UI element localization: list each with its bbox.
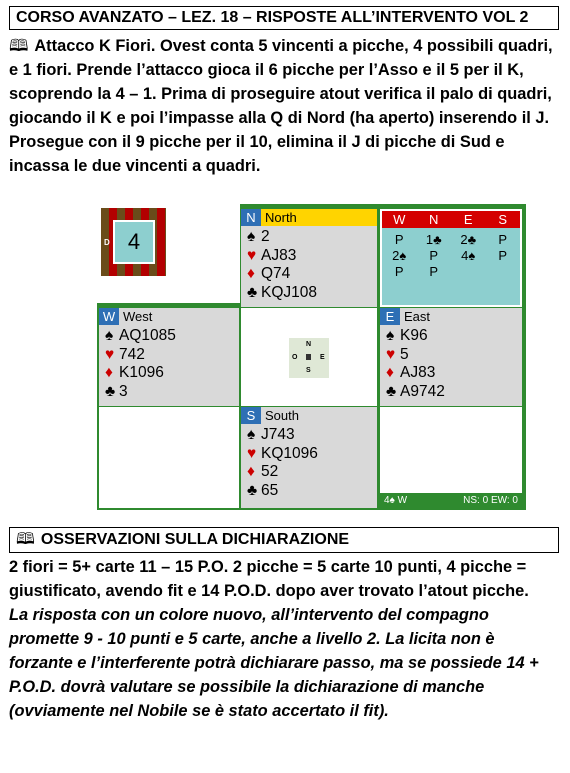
board-tile bbox=[101, 208, 166, 276]
seat-tag: S bbox=[241, 407, 261, 424]
board-number: 4 bbox=[113, 220, 155, 264]
diamonds-holding: 52 bbox=[261, 463, 279, 480]
heart-icon: ♥ bbox=[386, 345, 396, 363]
heart-icon: ♥ bbox=[247, 246, 257, 264]
bidding-row: 2♠ P 4♠ P bbox=[392, 248, 508, 263]
book-icon: 🕮 bbox=[9, 37, 29, 55]
diamond-icon: ♦ bbox=[105, 364, 113, 381]
result-bar bbox=[380, 493, 522, 508]
spade-icon: ♠ bbox=[247, 228, 256, 245]
diamond-icon: ♦ bbox=[247, 463, 255, 480]
diamonds-holding: K1096 bbox=[119, 364, 164, 381]
hearts-holding: 5 bbox=[400, 345, 409, 363]
bidding-row: P P bbox=[394, 264, 439, 279]
spades-holding: J743 bbox=[261, 426, 295, 443]
seat-tag: E bbox=[380, 308, 400, 325]
spades-holding: AQ1085 bbox=[119, 327, 176, 344]
west-hand bbox=[99, 308, 239, 406]
east-hand bbox=[380, 308, 522, 406]
club-icon: ♣ bbox=[105, 382, 116, 400]
south-hand bbox=[241, 407, 377, 508]
compass-icon: N O E S bbox=[289, 338, 329, 378]
result-cell bbox=[380, 407, 522, 508]
clubs-holding: 65 bbox=[261, 481, 279, 499]
hearts-holding: 742 bbox=[119, 345, 145, 363]
bidding-header: W N E S bbox=[382, 211, 520, 228]
heart-icon: ♥ bbox=[247, 444, 257, 462]
spade-icon: ♠ bbox=[386, 327, 395, 344]
section-title: 🕮 OSSERVAZIONI SULLA DICHIARAZIONE bbox=[9, 527, 559, 553]
notes-italic-text: La risposta con un colore nuovo, all’intervento del compagno promette 9 - 10 punti e 5 carte, anche a livello 2. La licita non è forzante e l’interferente potrà dichiarare passo, ma se possiede 14 + P.O.D. dovrà valutare se possibile la dichiarazione di manche (ovviamente nel Nobile se è stato accertato il fit). bbox=[9, 606, 539, 720]
diamond-icon: ♦ bbox=[247, 265, 255, 282]
seat-name: East bbox=[404, 309, 431, 324]
lead-text: Attacco K Fiori. Ovest conta 5 vincenti a picche, 4 possibili quadri, e 1 fiori. Prende l’attacco gioca il 6 picche per l’Asso e il 5 per il K, scoprendo la 4 – 1. Prima di proseguire atout verifica il palo di quadri, giocando il K e poi l’impasse alla Q di Nord (ha aperto) inserendo il J. Prosegue con il 9 picche per il 10, elimina il J di picche di Sud e incassa le due vincenti a quadri. bbox=[9, 37, 553, 175]
seat-name: North bbox=[261, 209, 377, 226]
club-icon: ♣ bbox=[247, 283, 258, 301]
contract: 4♠ W bbox=[384, 495, 408, 506]
spade-icon: ♠ bbox=[247, 426, 256, 443]
hearts-holding: AJ83 bbox=[261, 246, 297, 264]
book-icon: 🕮 bbox=[16, 531, 35, 548]
club-icon: ♣ bbox=[386, 382, 397, 400]
diamond-icon: ♦ bbox=[386, 364, 394, 381]
seat-name: West bbox=[123, 309, 153, 324]
spade-icon: ♠ bbox=[105, 327, 114, 344]
bridge-diagram bbox=[97, 204, 526, 510]
heart-icon: ♥ bbox=[105, 345, 115, 363]
north-hand bbox=[241, 209, 377, 307]
lesson-title: CORSO AVANZATO – LEZ. 18 – RISPOSTE ALL’INTERVENTO VOL 2 bbox=[9, 6, 559, 30]
bidding-row: P 1♣ 2♣ P bbox=[394, 232, 508, 247]
diamonds-holding: Q74 bbox=[261, 265, 291, 282]
bidding-box bbox=[380, 209, 522, 307]
clubs-holding: 3 bbox=[119, 382, 128, 400]
spades-holding: K96 bbox=[400, 327, 428, 344]
clubs-holding: A9742 bbox=[400, 382, 445, 400]
diamonds-holding: AJ83 bbox=[400, 364, 436, 381]
board-number-cell bbox=[97, 204, 240, 303]
notes-text: 2 fiori = 5+ carte 11 – 15 P.O. 2 picche = 5 carte 10 punti, 4 picche = giustificato, avendo fit e 14 P.O.D. dopo aver trovato l’atout picche. bbox=[9, 558, 529, 600]
table-center bbox=[241, 308, 377, 406]
score: NS: 0 EW: 0 bbox=[463, 495, 518, 506]
club-icon: ♣ bbox=[247, 481, 258, 499]
bidding-notes bbox=[9, 555, 561, 723]
seat-tag: W bbox=[99, 308, 119, 325]
seat-tag: N bbox=[241, 209, 261, 226]
hearts-holding: KQ1096 bbox=[261, 444, 318, 462]
empty-cell bbox=[99, 407, 239, 508]
dealer-mark: D bbox=[104, 238, 110, 247]
seat-name: South bbox=[265, 408, 299, 423]
spades-holding: 2 bbox=[261, 228, 270, 245]
clubs-holding: KQJ108 bbox=[261, 283, 318, 301]
lead-explanation bbox=[9, 34, 561, 178]
